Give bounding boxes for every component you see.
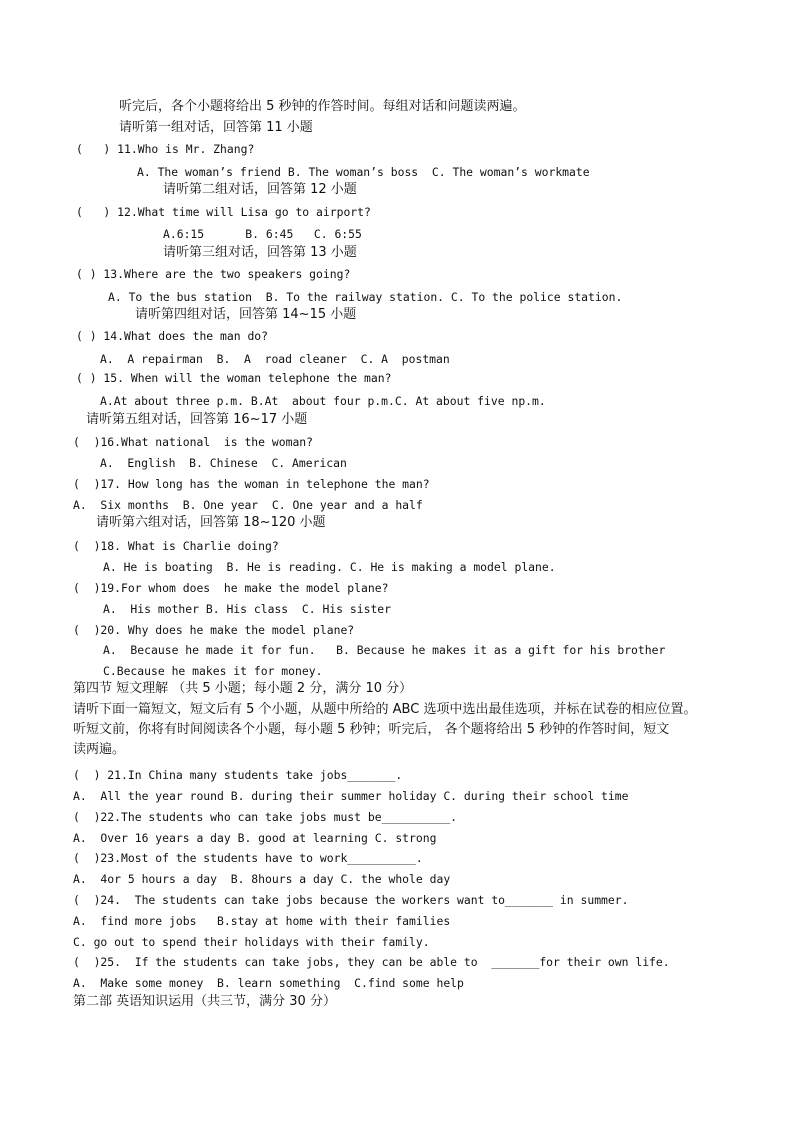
instruction-line: 读两遍。 — [73, 742, 126, 757]
options-20-ab: A. Because he made it for fun. B. Because he makes it as a gift for his brother — [103, 643, 666, 657]
question-12: ( ) 12.What time will Lisa go to airport? — [76, 205, 371, 219]
question-21: ( ) 21.In China many students take jobs_______. — [73, 768, 403, 782]
part-heading: 第二部 英语知识运用（共三节，满分 30 分） — [73, 994, 336, 1009]
question-22: ( )22.The students who can take jobs must be__________. — [73, 810, 458, 824]
options-11: A. The woman’s friend B. The woman’s boss C. The woman’s workmate — [137, 165, 590, 179]
question-11: ( ) 11.Who is Mr. Zhang? — [76, 142, 255, 156]
options-16: A. English B. Chinese C. American — [100, 456, 347, 470]
question-14: ( ) 14.What does the man do? — [76, 329, 269, 343]
section-prompt: 请听第五组对话，回答第 16~17 小题 — [86, 412, 308, 427]
question-25: ( )25. If the students can take jobs, they can be able to _______for their own life. — [73, 955, 670, 969]
options-20-c: C.Because he makes it for money. — [103, 664, 323, 678]
section-heading: 第四节 短文理解 （共 5 小题；每小题 2 分，满分 10 分） — [73, 681, 413, 696]
options-13: A. To the bus station B. To the railway station. C. To the police station. — [108, 290, 623, 304]
section-prompt: 请听第一组对话，回答第 11 小题 — [119, 120, 313, 135]
options-19: A. His mother B. His class C. His sister — [103, 602, 392, 616]
options-23: A. 4or 5 hours a day B. 8hours a day C. the whole day — [73, 872, 451, 886]
options-18: A. He is boating B. He is reading. C. He is making a model plane. — [103, 560, 556, 574]
question-15: ( ) 15. When will the woman telephone the man? — [76, 371, 392, 385]
options-21: A. All the year round B. during their summer holiday C. during their school time — [73, 789, 629, 803]
section-prompt: 请听第三组对话，回答第 13 小题 — [163, 245, 357, 260]
section-prompt: 请听第四组对话，回答第 14~15 小题 — [135, 307, 357, 322]
question-19: ( )19.For whom does he make the model plane? — [73, 581, 389, 595]
section-prompt: 请听第六组对话，回答第 18~120 小题 — [96, 515, 326, 530]
options-24-ab: A. find more jobs B.stay at home with their families — [73, 914, 451, 928]
question-18: ( )18. What is Charlie doing? — [73, 539, 279, 553]
question-16: ( )16.What national is the woman? — [73, 435, 314, 449]
question-24: ( )24. The students can take jobs because the workers want to_______ in summer. — [73, 893, 629, 907]
question-17: ( )17. How long has the woman in telephone the man? — [73, 477, 430, 491]
options-25: A. Make some money B. learn something C.find some help — [73, 976, 464, 990]
section-prompt: 请听第二组对话，回答第 12 小题 — [163, 182, 357, 197]
options-15: A.At about three p.m. B.At about four p.m.C. At about five np.m. — [100, 394, 546, 408]
instruction-line: 请听下面一篇短文，短文后有 5 个小题，从题中所给的 ABC 选项中选出最佳选项，并标在试卷的相应位置。 — [73, 702, 697, 717]
instruction-line: 听完后，各个小题将给出 5 秒钟的作答时间。每组对话和问题读两遍。 — [119, 99, 526, 114]
options-22: A. Over 16 years a day B. good at learning C. strong — [73, 831, 437, 845]
options-12: A.6:15 B. 6:45 C. 6:55 — [163, 227, 362, 241]
question-13: ( ) 13.Where are the two speakers going? — [76, 267, 351, 281]
options-24-c: C. go out to spend their holidays with their family. — [73, 935, 430, 949]
question-23: ( )23.Most of the students have to work__________. — [73, 851, 423, 865]
options-17: A. Six months B. One year C. One year and a half — [73, 498, 423, 512]
options-14: A. A repairman B. A road cleaner C. A postman — [100, 352, 450, 366]
question-20: ( )20. Why does he make the model plane? — [73, 623, 355, 637]
instruction-line: 听短文前，你将有时间阅读各个小题，每小题 5 秒钟；听完后， 各个题将给出 5 秒钟的作答时间，短文 — [73, 722, 670, 737]
